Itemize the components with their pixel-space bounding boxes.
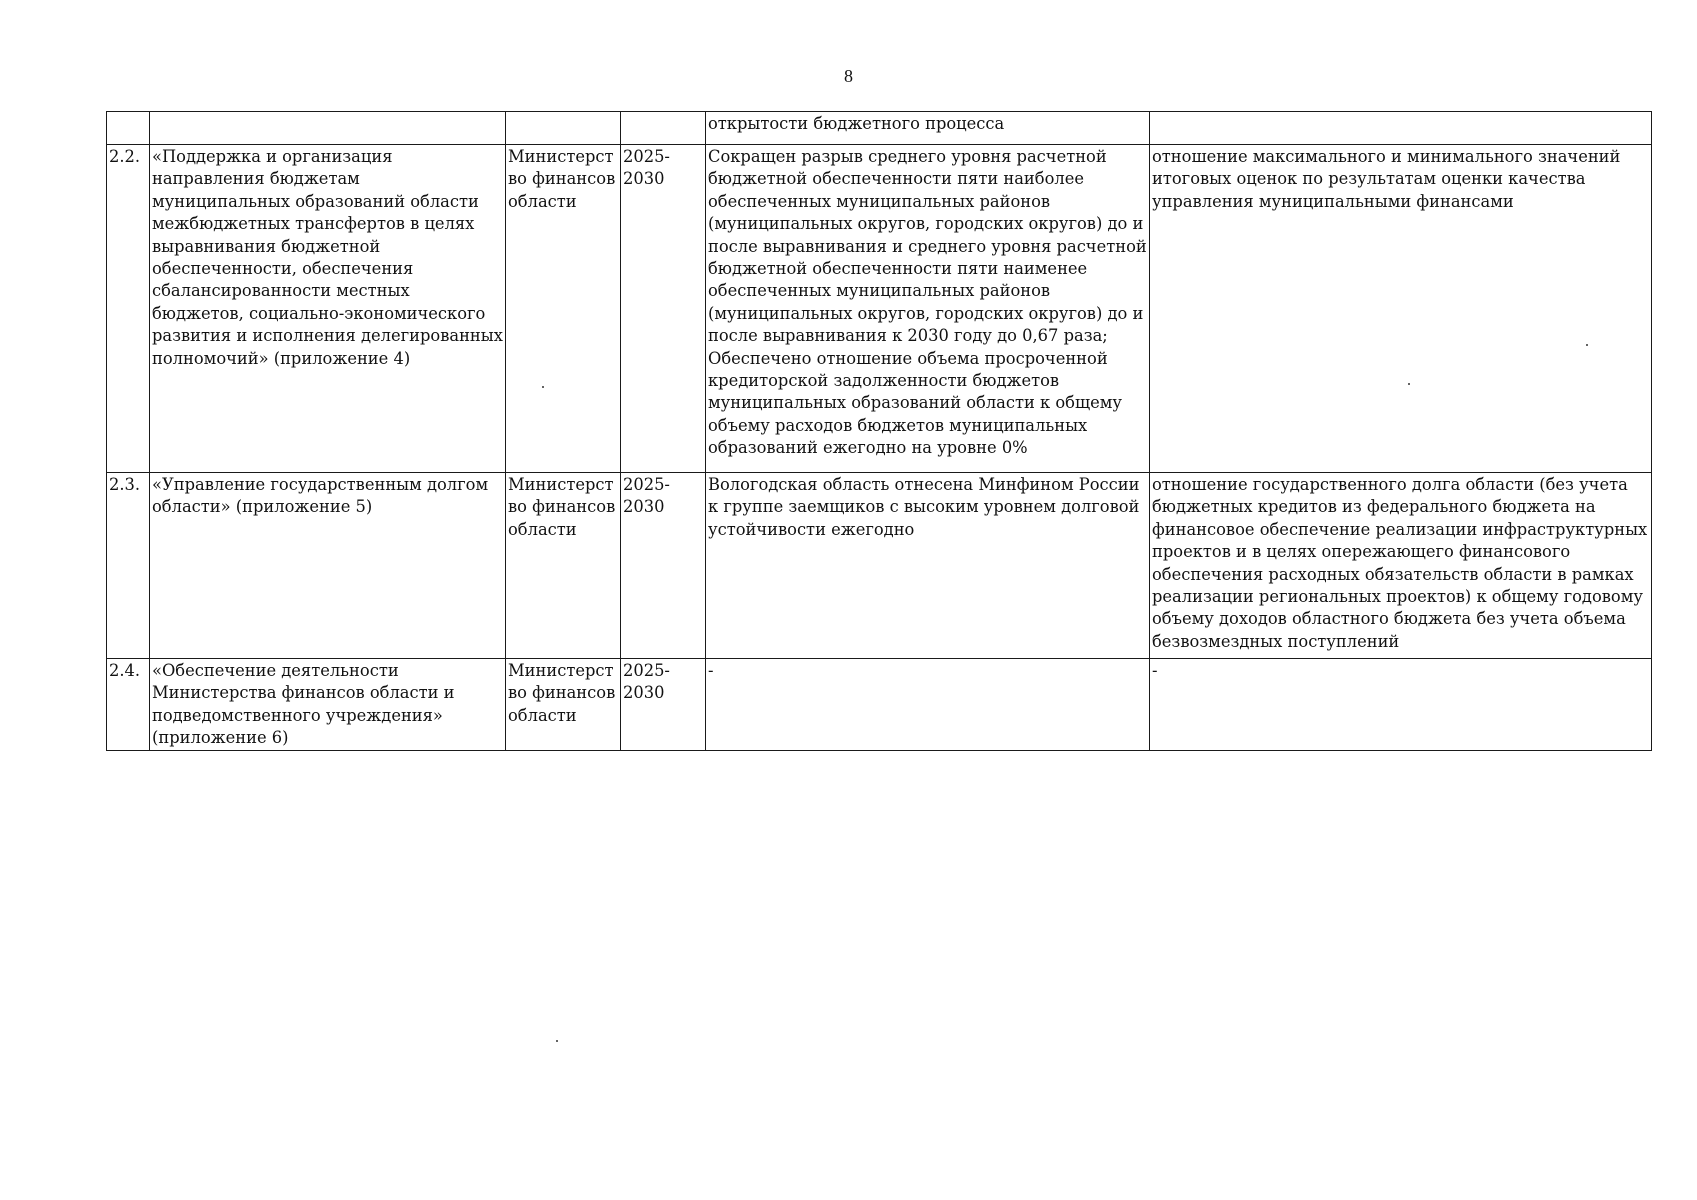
cell-num: 2.3. (107, 473, 150, 659)
cell-name: «Управление государственным долгом области» (приложение 5) (150, 473, 506, 659)
cell-term (621, 112, 706, 145)
result-text-extra: Обеспечено отношение объема просроченной кредиторской задолженности бюджетов муниципальных образований области к общему объему расходов бюджетов муниципальных образований ежегодно на уровне 0% (708, 348, 1122, 458)
cell-num (107, 112, 150, 145)
program-activities-table (106, 111, 1652, 751)
table-row (107, 659, 1652, 751)
cell-indicator: отношение максимального и минимального значений итоговых оценок по результатам оценки качества управления муниципальными финансами (1150, 145, 1652, 473)
cell-indicator: отношение государственного долга области (без учета бюджетных кредитов из федерального бюджета на финансовое обеспечение реализации инфраструктурных проектов и в целях опережающего финансового обеспечения расходных обязательств области в рамках реализации региональных проектов) к общему годовому объему доходов областного бюджета без учета объема безвозмездных поступлений (1150, 473, 1652, 659)
cell-term: 2025-2030 (621, 145, 706, 473)
cell-term: 2025-2030 (621, 473, 706, 659)
table-row-continuation (107, 112, 1652, 145)
cell-result (706, 145, 1150, 473)
cell-responsible: Министерство финансов области (506, 473, 621, 659)
cell-name: «Поддержка и организация направления бюджетам муниципальных образований области межбюджетных трансфертов в целях выравнивания бюджетной обеспеченности, обеспечения сбалансированности местных бюджетов, социально-экономического развития и исполнения делегированных полномочий» (приложение 4) (150, 145, 506, 473)
cell-responsible (506, 112, 621, 145)
scan-speck (1586, 344, 1588, 346)
cell-indicator: - (1150, 659, 1652, 751)
cell-indicator (1150, 112, 1652, 145)
cell-name (150, 112, 506, 145)
scan-speck (1408, 383, 1410, 385)
scan-speck (556, 1040, 558, 1042)
cell-name: «Обеспечение деятельности Министерства финансов области и подведомственного учреждения» (приложение 6) (150, 659, 506, 751)
cell-term: 2025-2030 (621, 659, 706, 751)
cell-num: 2.4. (107, 659, 150, 751)
cell-responsible: Министерство финансов области (506, 659, 621, 751)
result-text: Сокращен разрыв среднего уровня расчетной бюджетной обеспеченности пяти наиболее обеспеченных муниципальных районов (муниципальных округов, городских округов) до и после выравнивания и среднего уровня расчетной бюджетной обеспеченности пяти наименее обеспеченных муниципальных районов (муниципальных округов, городских округов) до и после выравнивания к 2030 году до 0,67 раза; (708, 147, 1147, 346)
table-row (107, 473, 1652, 659)
cell-result: открытости бюджетного процесса (706, 112, 1150, 145)
scan-speck (542, 386, 544, 388)
cell-responsible: Министерство финансов области (506, 145, 621, 473)
cell-result: Вологодская область отнесена Минфином России к группе заемщиков с высоким уровнем долговой устойчивости ежегодно (706, 473, 1150, 659)
cell-result: - (706, 659, 1150, 751)
cell-num: 2.2. (107, 145, 150, 473)
page-number: 8 (844, 66, 853, 86)
table-row (107, 145, 1652, 473)
